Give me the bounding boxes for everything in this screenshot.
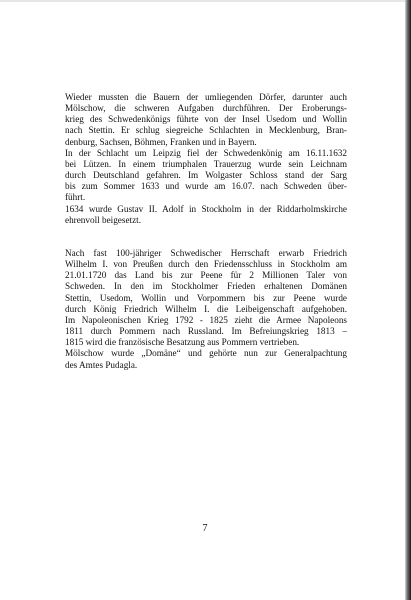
text-line: Mölschow, die schweren Aufgaben durchführen. Der Eroberungs-	[65, 103, 347, 114]
text-line: Im Napoleonischen Krieg 1792 - 1825 zieht die Armee Napoleons	[65, 314, 347, 325]
text-line: Wieder mussten die Bauern der umliegenden Dörfer, darunter auch	[65, 92, 347, 102]
text-line: durch Deutschland gefahren. Im Wolgaster Schloss stand der Sarg	[65, 170, 347, 181]
text-line: 1815 wird die französische Besatzung aus Pommern vertrieben.	[65, 337, 300, 348]
text-line: krieg des Schwedenkönigs führte von der Insel Usedom und Wollin	[65, 114, 347, 125]
text-line: 1811 durch Pommern nach Russland. Im Befreiungskrieg 1813 –	[65, 326, 347, 337]
text-line: durch König Friedrich Wilhelm I. die Leibeigenschaft aufgehoben.	[65, 303, 347, 314]
text-line: 21.01.1720 das Land bis zur Peene für 2 Millionen Taler von	[65, 270, 347, 281]
page-number: 7	[202, 523, 208, 534]
text-line: nach Stettin. Er schlug siegreiche Schlachten in Mecklenburg, Bran-	[65, 125, 347, 136]
paragraph-prussian-rule	[65, 248, 347, 371]
paragraph-gustav-adolf	[65, 92, 347, 226]
text-line: Nach fast 100-jähriger Schwedischer Herrschaft erwarb Friedrich	[65, 248, 347, 258]
page-top-edge	[0, 0, 411, 2]
text-line: In der Schlacht um Leipzig fiel der Schwedenkönig am 16.11.1632	[65, 147, 347, 158]
text-line: denburg, Sachsen, Böhmen, Franken und in Bayern.	[65, 136, 257, 147]
text-line: bis zum Sommer 1633 und wurde am 16.07. nach Schweden über-	[65, 181, 347, 192]
text-line: Wilhelm I. von Preußen durch den Friedensschluss in Stockholm am	[65, 259, 347, 270]
text-line: führt.	[65, 192, 86, 203]
text-line: des Amtes Pudagla.	[65, 359, 138, 370]
text-line: 1634 wurde Gustav II. Adolf in Stockholm in der Riddarholmskirche	[65, 203, 347, 214]
text-line: Schweden. In den im Stockholmer Frieden erhaltenen Domänen	[65, 281, 347, 292]
text-line: ehrenvoll beigesetzt.	[65, 214, 142, 225]
scan-edge-shadow	[405, 0, 411, 600]
text-line: Stettin, Usedom, Wollin und Vorpommern bis zur Peene wurde	[65, 292, 347, 303]
text-line: bei Lützen. In einem triumphalen Trauerzug wurde sein Leichnam	[65, 158, 347, 169]
text-line: Mölschow wurde „Domäne“ und gehörte nun zur Generalpachtung	[65, 348, 347, 359]
